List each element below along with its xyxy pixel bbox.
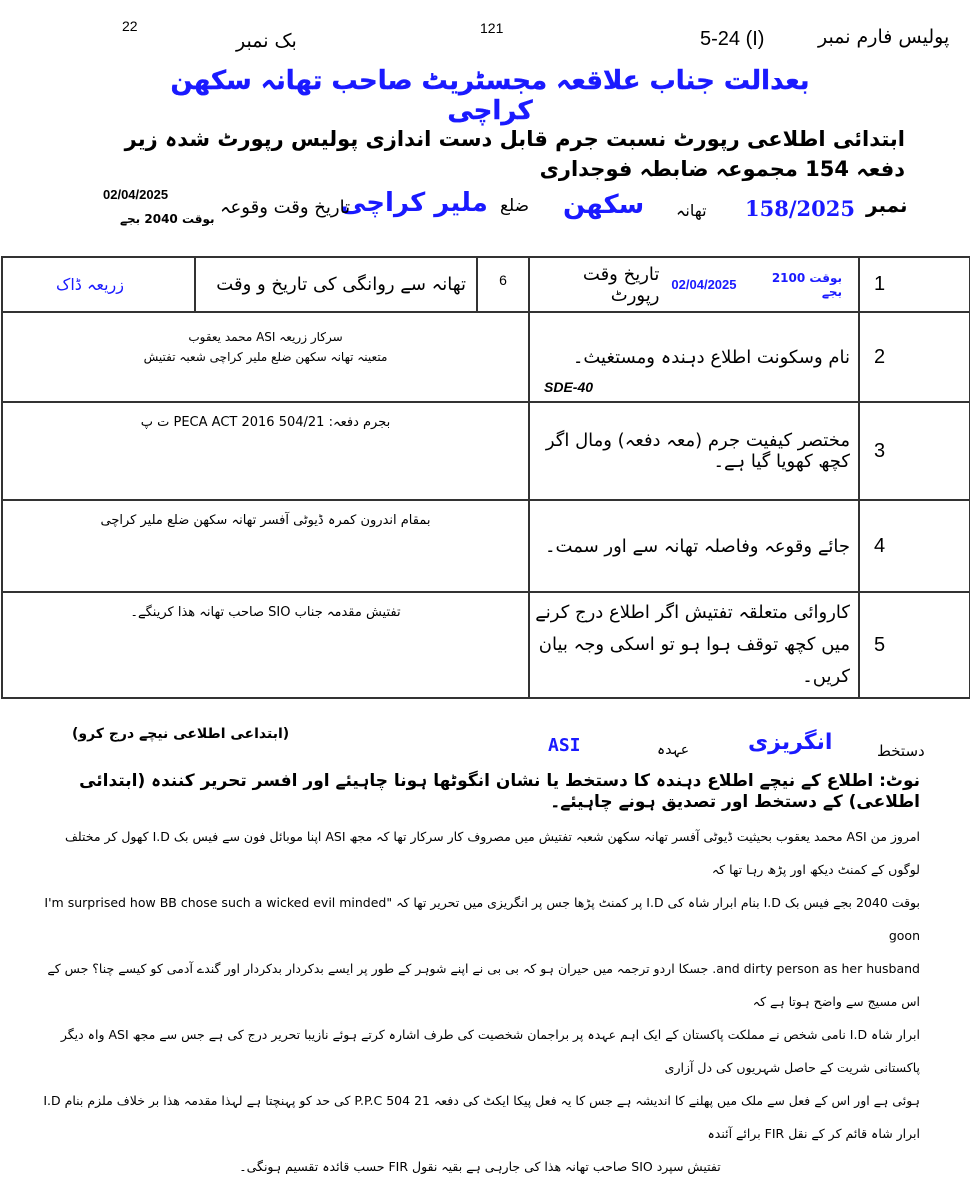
table-row bbox=[2, 312, 970, 402]
page-number: 121 bbox=[480, 20, 504, 36]
informant-label: نام وسکونت اطلاع دہندہ ومستغیث۔ bbox=[572, 346, 850, 368]
instruction-text: (ابتداعی اطلاعی نیچے درج کرو) bbox=[72, 726, 290, 742]
informant-value bbox=[2, 312, 529, 402]
narrative-line: تفتیش سپرد SIO صاحب تھانہ ھذا کی جارہی ہے بقیہ نقول FIR حسب قائدہ تقسیم ہونگی۔ bbox=[239, 1159, 721, 1174]
row-number: 2 bbox=[859, 312, 970, 402]
table-row bbox=[2, 592, 970, 698]
book-number-label: بک نمبر bbox=[236, 30, 297, 52]
row-number: 3 bbox=[859, 402, 970, 500]
report-datetime-label: تاریخ وقت رپورٹ bbox=[582, 263, 660, 306]
narrative-line: and dirty person as her husband. جسکا اردو ترجمہ میں حیران ہو کہ بی بی نے اپنے شوہر کے طور پر ایسے بدکردار بدکردار اور گندے آدمی کو کیسے چنا؟ جس کے اس مسیج سے واضح ہوتا ہے کہ bbox=[47, 961, 920, 1009]
dispatch-number: 6 bbox=[499, 272, 507, 288]
report-date: 02/04/2025 bbox=[671, 277, 737, 292]
district-label: ضلع bbox=[500, 196, 530, 216]
rank-label: عہدہ bbox=[657, 742, 690, 758]
court-title: بعدالت جناب علاقعہ مجسٹریٹ صاحب تھانہ سکھن کراچی bbox=[170, 66, 810, 126]
narrative-line: ابرار شاہ I.D نامی شخص نے مملکت پاکستان کے ایک اہم عہدہ پر براجمان شخصیت کی طرف اشارہ کرتے ہوئے نازیبا تحریر درج کی ہے جس سے مجھ ASI واہ دیگر پاکستانی شریت کے حاصل شہریوں کی دل آزاری bbox=[60, 1027, 920, 1075]
district-value: ملیر کراچی bbox=[340, 188, 488, 218]
signature-value: انگریزی bbox=[748, 730, 833, 755]
offence-value: بجرم دفعہ: 504/21 PECA ACT 2016 ت پ bbox=[2, 402, 529, 500]
form-number-label: پولیس فارم نمبر bbox=[818, 26, 950, 48]
book-number-value: 22 bbox=[122, 18, 138, 34]
table-row bbox=[2, 500, 970, 592]
investigation-label: کاروائی متعلقہ تفتیش اگر اطلاع درج کرنے میں کچھ توقف ہوا ہو تو اسکی وجہ بیان کریں۔ bbox=[529, 592, 859, 698]
narrative-line: بوقت 2040 بجے فیس بک I.D بنام ابرار شاہ کی I.D پر کمنٹ پڑھا جس پر انگریزی میں تحریر تھا کہ "I'm surprised how BB chose such a wicked evil minded goon bbox=[44, 895, 920, 943]
row-number: 5 bbox=[859, 592, 970, 698]
incident-datetime-label: تاریخ وقت وقوعہ bbox=[220, 197, 351, 218]
police-station-value: سکھن bbox=[563, 190, 645, 220]
police-station-label: تھانہ bbox=[676, 201, 707, 220]
narrative bbox=[40, 820, 920, 1183]
row-number: 4 bbox=[859, 500, 970, 592]
report-datetime-cell bbox=[529, 257, 859, 312]
fir-table bbox=[1, 256, 970, 699]
dispatch-cell bbox=[2, 257, 529, 312]
place-of-occurrence-label: جائے وقوعہ وفاصلہ تھانہ سے اور سمت۔ bbox=[529, 500, 859, 592]
note-text: نوٹ: اطلاع کے نیچے اطلاع دہندہ کا دستخط یا نشان انگوٹھا ہونا چاہیئے اور افسر تحریر کنندہ (ابتدائی اطلاعی) کے دستخط اور تصدیق ہونے چاہیئے۔ bbox=[79, 771, 920, 812]
place-of-occurrence-value: بمقام اندرون کمرہ ڈیوٹی آفسر تھانہ سکھن ضلع ملیر کراچی bbox=[2, 500, 529, 592]
main-title: ابتدائی اطلاعی رپورٹ نسبت جرم قابل دست اندازی پولیس رپورٹ شدہ زیر دفعہ 154 مجموعہ ضابطہ فوجداری bbox=[124, 127, 905, 181]
dispatch-label: تھانہ سے روانگی کی تاریخ و وقت bbox=[195, 258, 477, 311]
fir-number-value: 158/2025 bbox=[745, 196, 855, 221]
report-time: بوقت 2100 بجے bbox=[771, 270, 842, 299]
narrative-line: امروز من ASI محمد یعقوب بحیثیت ڈیوٹی آفسر تھانہ سکھن شعبہ تفتیش میں مصروف کار سرکار تھا کہ مجھ ASI اپنا موبائل فون سے فیس بک I.D کھول کر مختلف لوگوں کے کمنٹ دیکھ اور پڑھ رہا تھا کہ bbox=[64, 829, 920, 877]
offence-label: مختصر کیفیت جرم (معہ دفعہ) ومال اگر کچھ کھویا گیا ہے۔ bbox=[529, 402, 859, 500]
narrative-line: ہوئی ہے اور اس کے فعل سے ملک میں پھلنے کا اندیشہ ہے جس کا یہ فعل پیکا ایکٹ کی دفعہ 21 P.P.C 504 کی حد کو پہنچتا ہے لہذا مقدمہ ھذا بر خلاف ملزم بنام I.D ابرار شاہ قائم کر کے نقل FIR برائے آئندہ bbox=[43, 1093, 920, 1141]
table-row bbox=[2, 257, 970, 312]
fir-number-label: نمبر bbox=[866, 193, 908, 217]
informant-line-1: سرکار زریعہ ASI محمد یعقوب bbox=[188, 330, 343, 344]
investigation-value: تفتیش مقدمہ جناب SIO صاحب تھانہ ھذا کرینگے۔ bbox=[2, 592, 529, 698]
form-number-value: 5-24 (I) bbox=[700, 28, 765, 50]
incident-time: بوقت 2040 بجے bbox=[120, 212, 215, 226]
dispatch-subtable bbox=[3, 258, 528, 311]
rank-value: ASI bbox=[548, 735, 581, 756]
incident-date: 02/04/2025 bbox=[103, 187, 169, 202]
informant-label-cell bbox=[529, 312, 859, 402]
signature-label: دستخط bbox=[877, 742, 925, 760]
dispatch-value: زریعہ ڈاک bbox=[3, 258, 195, 311]
sde-tag: SDE-40 bbox=[544, 379, 594, 395]
table-row bbox=[2, 402, 970, 500]
row-number: 1 bbox=[859, 257, 970, 312]
informant-line-2: متعینہ تھانہ سکھن ضلع ملیر کراچی شعبہ تفتیش bbox=[143, 350, 388, 364]
